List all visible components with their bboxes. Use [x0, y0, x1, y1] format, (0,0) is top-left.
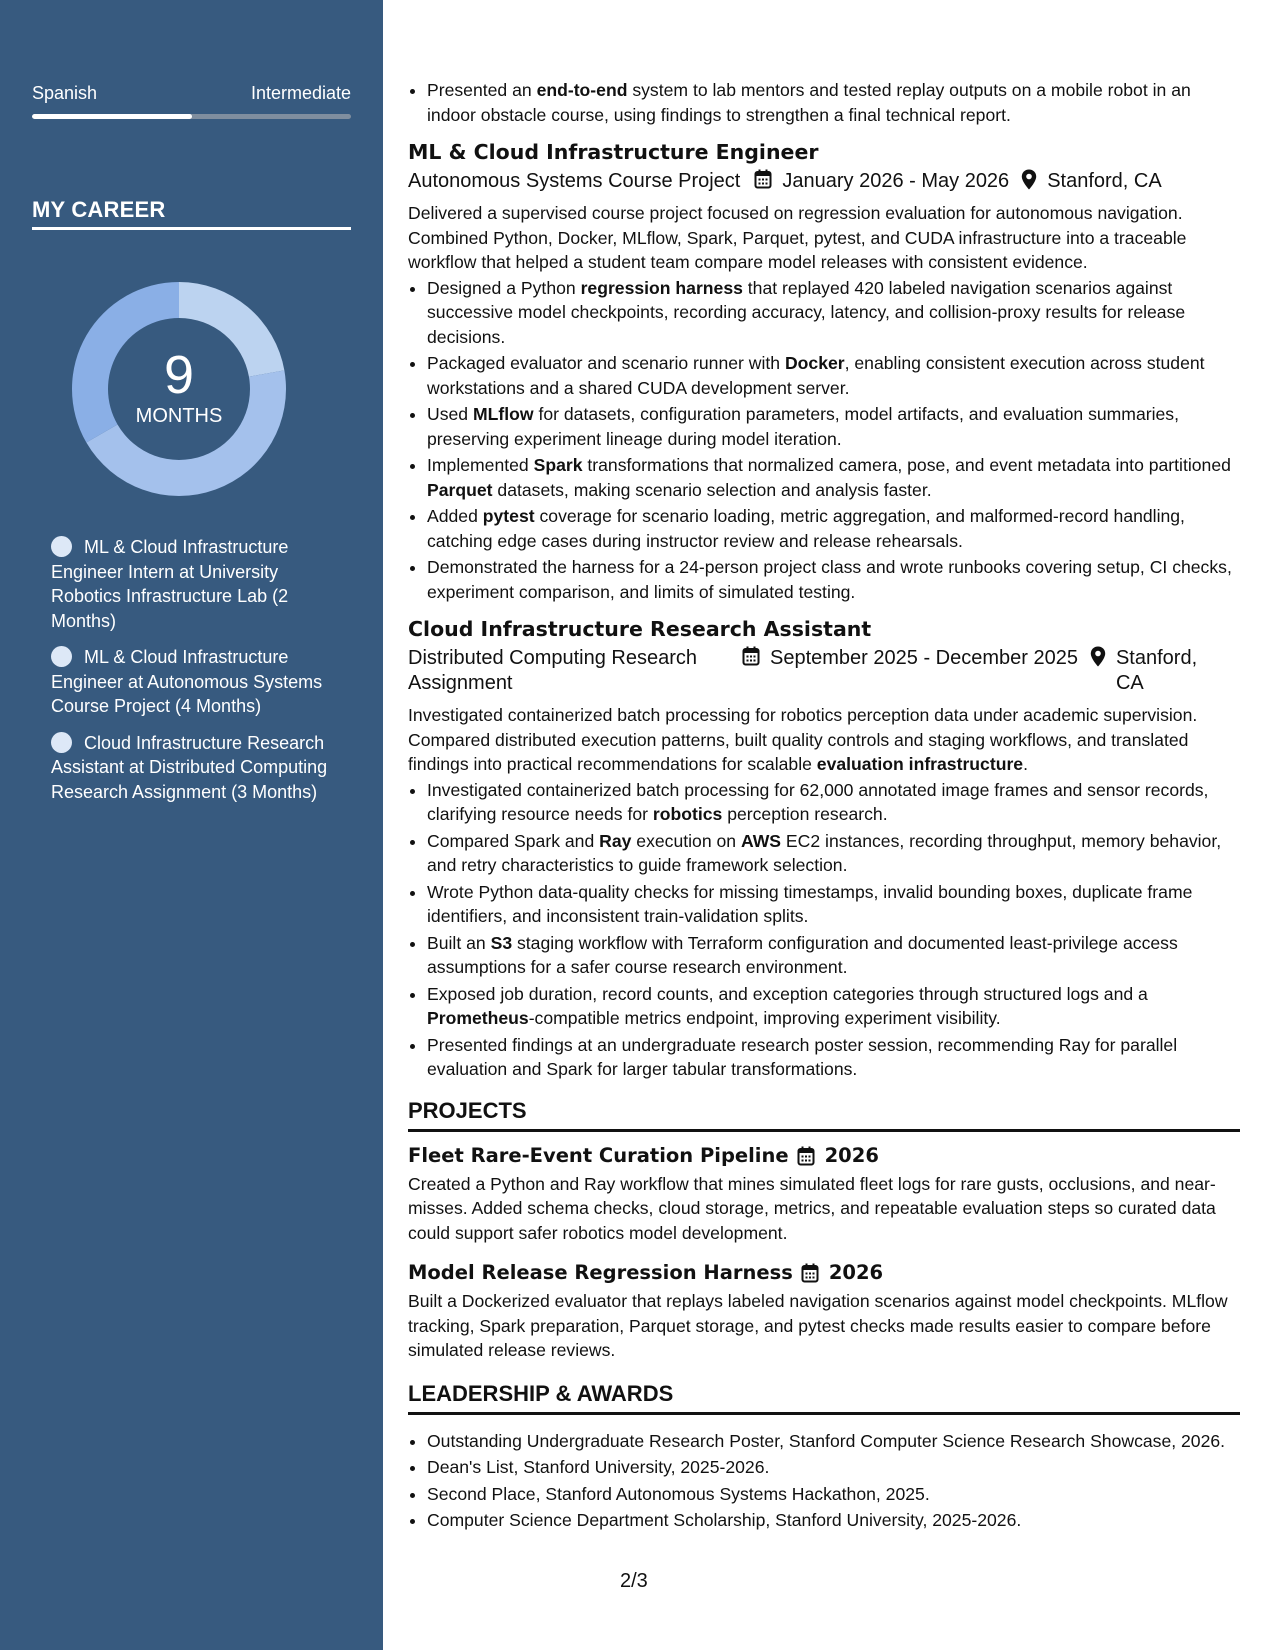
job-description: [408, 703, 1240, 777]
job-meta: [408, 646, 1240, 696]
text-run: Presented an: [427, 80, 537, 100]
bold-text: Parquet: [427, 479, 493, 500]
experience-list: [408, 137, 1240, 1082]
job-bullet: [427, 555, 1240, 604]
text-run: Built an: [427, 932, 491, 953]
job-bullet: [427, 351, 1240, 400]
calendar-icon: [797, 1146, 815, 1166]
text-run: system to lab mentors and tested replay outputs on a mobile robot in an indoor obstacle course, using findings to strengthen a final technical report.: [427, 80, 1191, 125]
language-row: [32, 83, 351, 104]
text-run: datasets, making scenario selection and analysis faster.: [492, 479, 932, 500]
text-run: EC2 instances, recording throughput, memory behavior, and retry characteristics to guide framework selection.: [427, 830, 1222, 875]
text-run: .: [1023, 754, 1028, 774]
job-bullets: [408, 778, 1240, 1082]
text-run: Investigated containerized batch processing for robotics perception data under academic supervision. Compared distributed execution patterns, built quality controls and staging workflows, and translated findings into practical recommendations for scalable: [408, 705, 1198, 774]
award-item: • Dean's List, Stanford University, 2025-2026.: [427, 1455, 1240, 1480]
job-bullet: [427, 931, 1240, 980]
job-bullet: [427, 402, 1240, 451]
job-meta: [408, 169, 1240, 194]
project-year-text: 2026: [828, 1261, 884, 1284]
project-description: Created a Python and Ray workflow that mines simulated fleet logs for rare gusts, occlusions, and near-misses. Added schema checks, cloud storage, metrics, and repeatable evaluation steps so curated data could support safer robotics model development.: [408, 1173, 1216, 1243]
carryover-bullet: [427, 78, 1240, 127]
project-year-text: 2026: [824, 1143, 879, 1167]
job-location: [1090, 646, 1228, 696]
job-location-text: Stanford, CA: [1047, 170, 1162, 192]
project-year: [797, 1142, 879, 1170]
career-total-value: 9: [163, 344, 195, 405]
text-run: -compatible metrics endpoint, improving experiment visibility.: [528, 1008, 1001, 1028]
job-bullet: [427, 880, 1240, 929]
text-run: for datasets, configuration parameters, model artifacts, and evaluation summaries, preserving experiment lineage during model iteration.: [427, 404, 1179, 449]
text-run: staging workflow with Terraform configuration and documented least-privilege access assumptions for a safer course research environment.: [427, 932, 1178, 977]
job-bullet: [427, 1033, 1240, 1082]
text-run: Investigated containerized batch processing for 62,000 annotated image frames and sensor records, clarifying resource needs for: [427, 779, 1209, 824]
career-dot: [51, 732, 72, 753]
text-run: that replayed 420 labeled navigation scenarios against successive model checkpoints, recording accuracy, latency, and collision-proxy results for release decisions.: [427, 277, 1186, 347]
text-run: Added: [427, 506, 483, 526]
bold-text: Spark: [533, 455, 583, 475]
job-dates-text: January 2026 - May 2026: [782, 170, 1010, 192]
job-dates: [754, 169, 1009, 194]
project-title: [408, 1259, 1240, 1287]
projects-list: [408, 1142, 1240, 1363]
bold-text: evaluation infrastructure: [816, 754, 1024, 774]
job-bullet: [427, 829, 1240, 878]
text-run: coverage for scenario loading, metric aggregation, and malformed-record handling, catching edge cases during instructor review and release rehearsals.: [427, 506, 1185, 551]
bold-text: robotics: [652, 804, 723, 824]
location-pin-icon: [1090, 646, 1106, 667]
text-run: Used: [427, 404, 473, 424]
job-bullet: [427, 778, 1240, 827]
language-name: Spanish: [32, 83, 98, 103]
bold-text: end-to-end: [536, 80, 628, 100]
text-run: transformations that normalized camera, pose, and event metadata into partitioned: [582, 455, 1231, 475]
bold-text: pytest: [482, 506, 535, 526]
carryover-bullets: [408, 78, 1240, 127]
text-run: Designed a Python: [427, 277, 581, 298]
location-pin-icon: [1021, 169, 1037, 190]
project-name: Fleet Rare-Event Curation Pipeline: [408, 1143, 789, 1167]
career-dot: [51, 646, 72, 667]
projects-heading: PROJECTS: [408, 1096, 1240, 1132]
job-description: [408, 201, 1240, 275]
bold-text: AWS: [740, 830, 782, 851]
project-description: Built a Dockerized evaluator that replays labeled navigation scenarios against model checkpoints. MLflow tracking, Spark preparation, Parquet storage, and pytest checks made results easier to compare before simulated release reviews.: [408, 1291, 1228, 1360]
text-run: Presented findings at an undergraduate research poster session, recommending Ray for parallel evaluation and Spark for larger tabular transformations.: [427, 1034, 1178, 1079]
calendar-icon: [754, 169, 772, 189]
job-dates: [742, 646, 1078, 671]
text-run: Delivered a supervised course project focused on regression evaluation for autonomous navigation. Combined Python, Docker, MLflow, Spark, Parquet, pytest, and CUDA infrastructure into a traceable workflow that helped a student team compare model releases with consistent evidence.: [408, 203, 1187, 272]
bold-text: regression harness: [580, 277, 743, 298]
career-heading-rule: [32, 227, 351, 230]
career-legend: [51, 535, 341, 816]
language-proficiency-fill: [32, 114, 192, 119]
bold-text: MLflow: [472, 404, 534, 424]
main-content: [408, 78, 1240, 1535]
award-item: • Outstanding Undergraduate Research Poster, Stanford Computer Science Research Showcase, 2026.: [427, 1429, 1240, 1454]
text-run: execution on: [631, 830, 741, 851]
project-name: Model Release Regression Harness: [408, 1261, 793, 1284]
job-dates-text: September 2025 - December 2025: [770, 647, 1078, 669]
career-total-unit: MONTHS: [135, 404, 223, 427]
award-item: • Computer Science Department Scholarship, Stanford University, 2025-2026.: [427, 1508, 1240, 1533]
career-item: [51, 731, 341, 805]
text-run: Exposed job duration, record counts, and exception categories through structured logs and a: [427, 983, 1148, 1004]
text-run: Wrote Python data-quality checks for missing timestamps, invalid bounding boxes, duplicate frame identifiers, and inconsistent train-validation splits.: [427, 881, 1193, 926]
calendar-icon: [801, 1263, 819, 1283]
career-item: [51, 645, 341, 719]
text-run: Demonstrated the harness for a 24-person project class and wrote runbooks covering setup, CI checks, experiment comparison, and limits of simulated testing.: [427, 557, 1232, 602]
award-item: • Second Place, Stanford Autonomous Systems Hackathon, 2025.: [427, 1482, 1240, 1507]
text-run: , enabling consistent execution across student workstations and a shared CUDA development server.: [427, 353, 1205, 398]
text-run: Compared Spark and: [427, 830, 600, 851]
project-year: [801, 1259, 883, 1287]
language-proficiency-bar: [32, 114, 351, 119]
job-organization: Autonomous Systems Course Project: [408, 170, 741, 192]
leadership-heading: LEADERSHIP & AWARDS: [408, 1379, 1240, 1415]
text-run: Packaged evaluator and scenario runner with: [427, 353, 785, 373]
awards-list: [408, 1429, 1240, 1533]
text-run: Implemented: [427, 455, 534, 475]
career-item: [51, 535, 341, 633]
job-organization: Distributed Computing Research Assignment: [408, 647, 698, 694]
career-heading: MY CAREER: [32, 197, 166, 222]
career-item-label: ML & Cloud Infrastructure Engineer at Autonomous Systems Course Project (4 Months): [51, 647, 323, 716]
page-number: 2/3: [620, 1570, 648, 1592]
job-title: ML & Cloud Infrastructure Engineer: [408, 140, 819, 164]
bold-text: Prometheus: [427, 1008, 529, 1028]
job-bullets: [408, 276, 1240, 605]
job-bullet: [427, 453, 1240, 502]
sidebar: [0, 0, 383, 1650]
bold-text: S3: [490, 932, 513, 953]
language-level: Intermediate: [250, 83, 351, 103]
calendar-icon: [742, 646, 760, 666]
job-location-text: Stanford, CA: [1115, 647, 1198, 694]
job-bullet: [427, 982, 1240, 1031]
project-title: [408, 1142, 1240, 1170]
job-location: [1021, 169, 1162, 194]
career-item-label: Cloud Infrastructure Research Assistant at Distributed Computing Research Assignment (3 Months): [51, 732, 328, 802]
bold-text: Ray: [599, 830, 632, 851]
job-title: Cloud Infrastructure Research Assistant: [408, 617, 872, 641]
bold-text: Docker: [784, 353, 845, 373]
career-dot: [51, 536, 72, 557]
career-total: [64, 274, 294, 504]
job-bullet: [427, 504, 1240, 553]
text-run: perception research.: [722, 804, 888, 824]
job-bullet: [427, 276, 1240, 350]
career-item-label: ML & Cloud Infrastructure Engineer Intern at University Robotics Infrastructure Lab (2 Months): [51, 537, 289, 631]
